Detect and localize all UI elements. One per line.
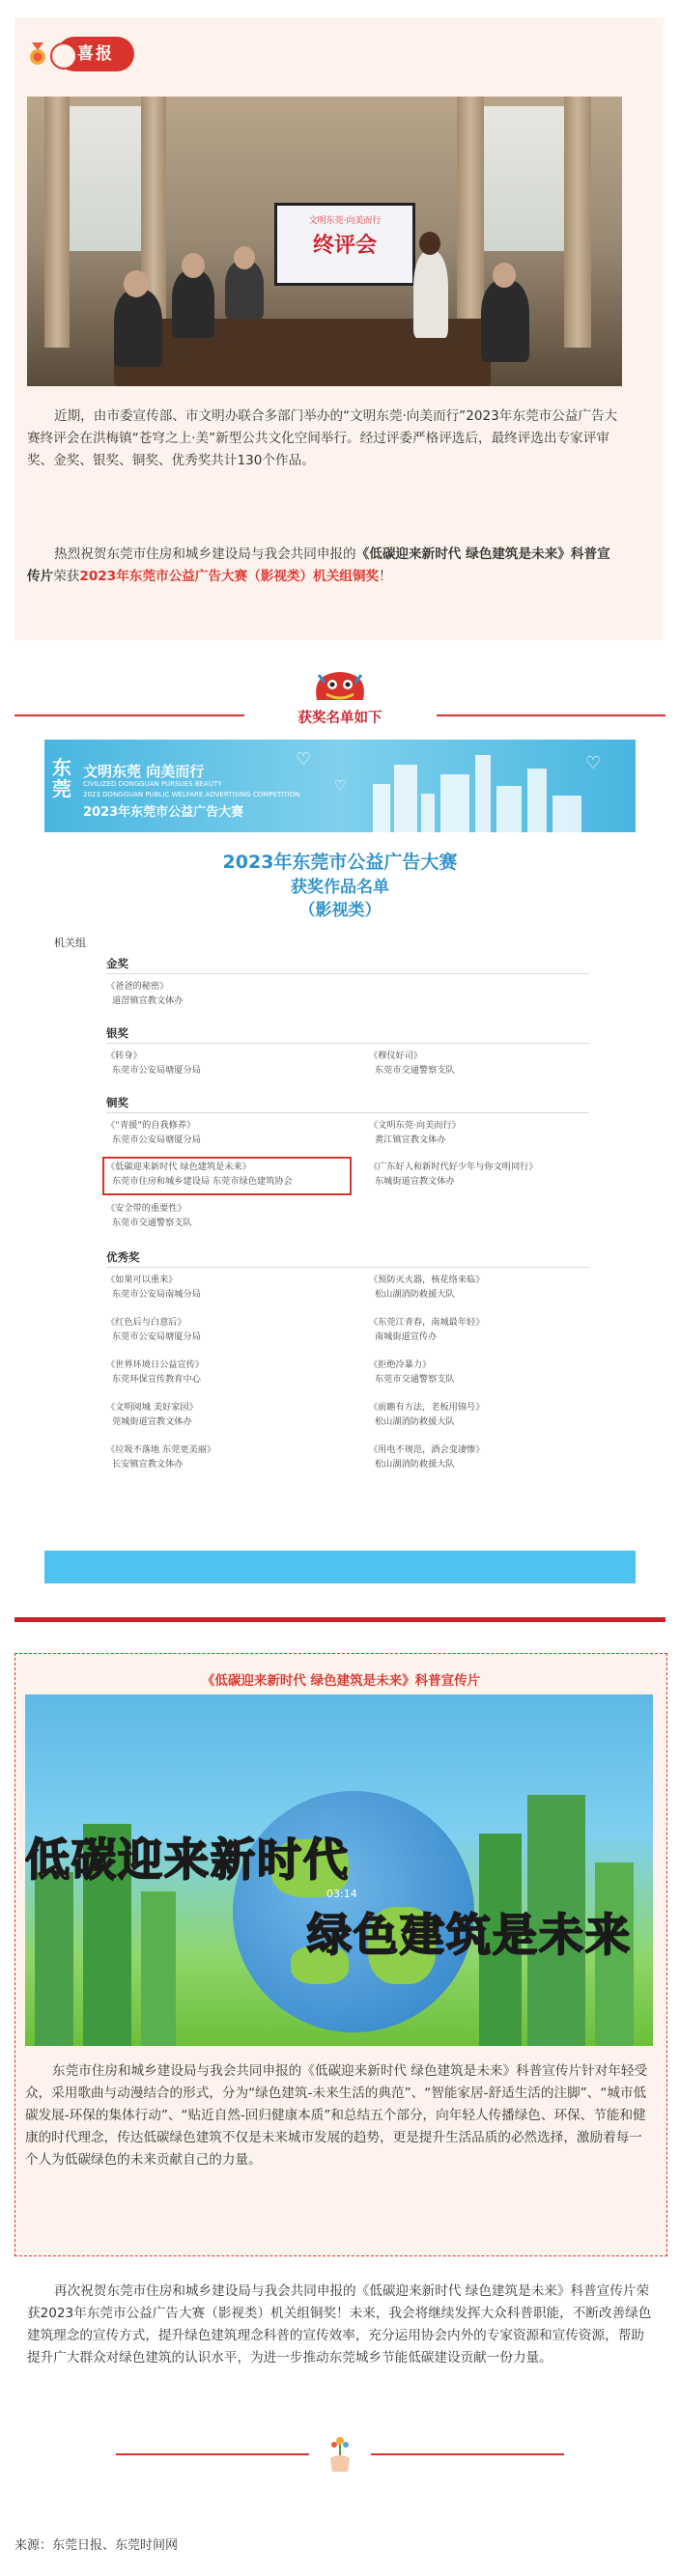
award-item: 《广东好人和新时代好少年与你文明同行》 东城街道宣教文体办 xyxy=(369,1162,538,1187)
good-news-section xyxy=(14,17,664,640)
medal-icon xyxy=(28,42,47,66)
footer-divider-left xyxy=(116,2453,309,2455)
group-label: 机关组 xyxy=(54,937,86,949)
lion-dance-icon xyxy=(313,671,367,704)
source-credit: 来源：东莞日报、东莞时间网 xyxy=(14,2538,179,2553)
video-player[interactable] xyxy=(25,1694,653,2046)
award-list-poster xyxy=(44,740,636,1599)
heart-icon: ♡ xyxy=(296,749,312,770)
poster-subtitle: 获奖作品名单 xyxy=(291,878,389,897)
hand-flower-icon xyxy=(323,2433,357,2474)
award-item: 《垃圾不落地 东莞更美丽》 长安镇宣教文体办 xyxy=(106,1444,216,1470)
award-item: 《文明阅城 美好家园》 莞城街道宣教文体办 xyxy=(106,1402,198,1427)
video-timestamp: 03:14 xyxy=(326,1888,357,1900)
award-item: 《爸爸的秘密》 道滘镇宣教文体办 xyxy=(106,981,184,1006)
section-divider xyxy=(14,1617,666,1622)
award-item: 《安全带的重要性》 东莞市交通警察支队 xyxy=(106,1203,192,1228)
closing-paragraph: 再次祝贺东莞市住房和城乡建设局与我会共同申报的《低碳迎来新时代 绿色建筑是未来》科普宣传片荣获2023年东莞市公益广告大赛（影视类）机关组铜奖！未来，我会将继续发挥大众科普职能，不断改善绿色建筑理念的宣传方式，提升绿色建筑理念科普的宣传效率，充分运用协会内外的专家资源和宣传资源，帮助提升广大群众对绿色建筑的认识水平，为进一步推动东莞城乡节能低碳建设贡献一份力量。 xyxy=(27,2283,652,2366)
gold-award-label: 金奖 xyxy=(106,957,128,970)
silver-award-label: 银奖 xyxy=(106,1026,128,1040)
dongguan-logo: 东莞 xyxy=(52,756,71,800)
banner-title: 2023年东莞市公益广告大赛 xyxy=(83,805,244,820)
award-item: 《文明东莞·向美而行》 黄江镇宣教文体办 xyxy=(369,1120,461,1145)
divider-left xyxy=(14,714,244,716)
heart-icon: ♡ xyxy=(334,778,347,794)
poster-category-type: （影视类） xyxy=(298,901,382,920)
intro-paragraph: 近期，由市委宣传部、市文明办联合多部门举办的“文明东莞·向美而行”2023年东莞市公益广告大赛终评会在洪梅镇“苍穹之上·美”新型公共文化空间举行。经过评委严格评选后，最终评选出专家评审奖、金奖、银奖、铜奖、优秀奖共计130个作品。 xyxy=(27,408,618,468)
award-item: 《如果可以重来》 东莞市公安局南城分局 xyxy=(106,1274,201,1300)
award-item: 《红色后与白意后》 东莞市公安局塘厦分局 xyxy=(106,1317,201,1342)
poster-banner xyxy=(44,740,636,832)
award-item: 《东莞江青春，南城最年轻》 南城街道宣传办 xyxy=(369,1317,485,1342)
video-overlay-line1: 低碳迎来新时代 xyxy=(25,1834,350,1886)
banner-english-2: 2023 DONGGUAN PUBLIC WELFARE ADVERTISING COMPETITION xyxy=(83,791,300,798)
divider-right xyxy=(437,714,666,716)
review-meeting-photo xyxy=(27,97,622,386)
award-item: 《转身》 东莞市公安局塘厦分局 xyxy=(106,1050,201,1076)
award-item: 《“青援”的自我修养》 东莞市公安局塘厦分局 xyxy=(106,1120,201,1145)
video-section xyxy=(14,1653,667,2256)
video-title: 《低碳迎来新时代 绿色建筑是未来》科普宣传片 xyxy=(201,1673,481,1689)
heart-icon: ♡ xyxy=(585,753,602,773)
award-item-highlighted: 《低碳迎来新时代 绿色建筑是未来》 东莞市住房和城乡建设局 东莞市绿色建筑协会 xyxy=(106,1162,293,1187)
winners-heading: 获奖名单如下 xyxy=(298,711,382,726)
excellence-award-label: 优秀奖 xyxy=(106,1250,140,1264)
award-item: 《前瞻有方法，老板用锦号》 松山湖消防救援大队 xyxy=(369,1402,485,1427)
banner-english-1: CIVILIZED DONGGUAN PURSUES BEAUTY xyxy=(83,780,222,788)
banner-slogan: 文明东莞 向美而行 xyxy=(83,763,205,780)
award-item: 《预防灭火器，核花络来临》 松山湖消防救援大队 xyxy=(369,1274,485,1300)
video-description: 东莞市住房和城乡建设局与我会共同申报的《低碳迎来新时代 绿色建筑是未来》科普宣传片针对年轻受众，采用歌曲与动漫结合的形式，分为“绿色建筑-未来生活的典范”、“智能家居-舒适生活的注脚”、“城市低碳发展-环保的集体行动”、“贴近自然-回归健康本质”和总结五个部分，向年轻人传播绿色、环保、节能和健康的时代理念，传达低碳绿色建筑不仅是未来城市发展的趋势，更是提升生活品质的必然选择，激励着每一个人为低碳绿色的未来贡献自己的力量。 xyxy=(25,2063,648,2168)
award-item: 《拒绝冷暴力》 东莞市交通警察支队 xyxy=(369,1359,455,1385)
bronze-award-label: 铜奖 xyxy=(106,1096,128,1109)
award-item: 《穆仪好司》 东莞市交通警察支队 xyxy=(369,1050,455,1076)
video-overlay-line2: 绿色建筑是未来 xyxy=(307,1909,632,1961)
presentation-screen: 文明东莞·向美而行 终评会 xyxy=(274,203,415,286)
poster-footer-bar xyxy=(44,1551,636,1583)
poster-title: 2023年东莞市公益广告大赛 xyxy=(222,852,458,873)
good-news-badge: 喜报 xyxy=(57,37,134,71)
award-item: 《世界环境日公益宣传》 东莞环保宣传教育中心 xyxy=(106,1359,205,1385)
congrats-paragraph: 热烈祝贺东莞市住房和城乡建设局与我会共同申报的《低碳迎来新时代 绿色建筑是未来》科普宣传片荣获2023年东莞市公益广告大赛（影视类）机关组铜奖！ xyxy=(27,546,610,584)
award-item: 《用电不规范，酒会变凄惨》 松山湖消防救援大队 xyxy=(369,1444,485,1470)
footer-divider-right xyxy=(371,2453,564,2455)
